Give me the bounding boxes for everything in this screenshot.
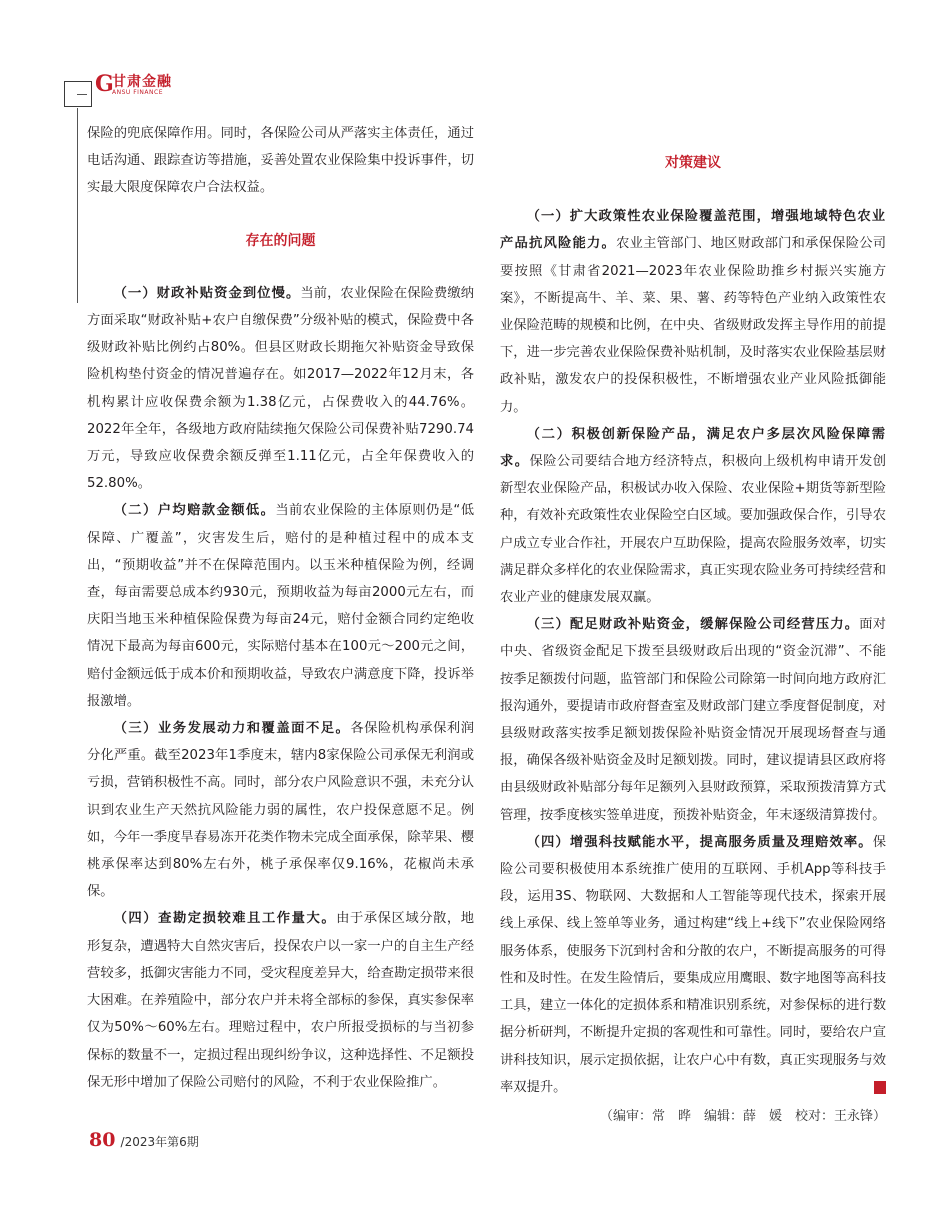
advice-paragraph-1 [500,203,886,421]
problem-heading-2: （二）户均赔款金额低。 [113,503,276,519]
advice-body-1: 农业主管部门、地区财政部门和承保保险公司要按照《甘肃省2021—2023年农业保险助推乡村振兴实施方案》，不断提高牛、羊、菜、果、薯、药等特色产业纳入政策性农业保险范畴的规模和比例，在中央、省级财政发挥主导作用的前提下，进一步完善农业保险保费补贴机制，及时落实农业保险基层财政补贴，激发农户的投保积极性，不断增强农业产业风险抵御能力。 [500,236,887,415]
left-column [87,120,474,1096]
page-footer [89,1129,199,1151]
problem-body-2: 当前农业保险的主体原则仍是“低保障、广覆盖”，灾害发生后，赔付的是种植过程中的成本支出，“预期收益”并不在保障范围内。以玉米种植保险为例，经调查，每亩需要总成本约930元，预期收益为每亩2000元左右，而庆阳当地玉米种植保险保费为每亩24元，赔付金额合同约定绝收情况下最高为每亩600元，实际赔付基本在100元～200元之间，赔付金额远低于成本价和预期收益，导致农户满意度下降，投诉举报激增。 [87,503,475,709]
advice-body-4: 保险公司要积极使用本系统推广使用的互联网、手机App等科技手段，运用3S、物联网、大数据和人工智能等现代技术，探索开展线上承保、线上签单等业务，通过构建“线上+线下”农业保险网络服务体系，使服务下沉到村舍和分散的农户，不断提高服务的可得性和及时性。在发生险情后，要集成应用鹰眼、数字地图等高科技工具，建立一体化的定损体系和精准识别系统，对参保标的进行数据分析研判，不断提升定损的客观性和可靠性。同时，要给农户宣讲科技知识，展示定损依据，让农户心中有数，真正实现服务与效率双提升。 [500,834,886,1095]
logo-chinese-title: 甘肃金融 [112,74,172,90]
article-end-logo-icon: G [874,1081,886,1094]
right-column [500,120,909,1130]
section-title-advice: 对策建议 [665,155,721,171]
problem-paragraph-4 [87,905,474,1095]
advice-body-3: 面对中央、省级资金配足下拨至县级财政后出现的“资金沉滞”、不能按季足额拨付问题，监管部门和保险公司除第一时间向地方政府汇报沟通外，要提请市政府督查室及财政部门建立季度督促制度，对县级财政落实按季足额划拨保险补贴资金情况开展现场督查与通报，确保各级补贴资金及时足额划拨。同时，建议提请县区政府将由县级财政补贴部分每年足额列入县财政预算，采取预拨清算方式管理，按季度核实签单进度，预拨补贴资金，年末逐级清算拨付。 [500,617,887,823]
problem-paragraph-3 [87,715,474,905]
page-number: 80 [89,1129,116,1151]
margin-rule [77,108,78,303]
problem-paragraph-1 [87,280,474,498]
problem-heading-3: （三）业务发展动力和覆盖面不足。 [113,721,351,737]
header-rule [77,94,87,95]
problem-heading-1: （一）财政补贴资金到位慢。 [113,285,301,301]
logo-english-title: ANSU FINANCE [112,89,163,96]
advice-heading-2: （二）积极创新保险产品，满足农户多层次风险保障需求。 [500,426,886,470]
problem-paragraph-2 [87,497,474,715]
problem-body-1: 当前，农业保险在保险费缴纳方面采取“财政补贴+农户自缴保费”分级补贴的模式，保险费中各级财政补贴比例约占80%。但县区财政长期拖欠补贴资金导致保险机构垫付资金的情况普遍存在。如2017—2022年12月末，各机构累计应收保费余额为1.38亿元，占保费收入的44.76%。2022年全年，各级地方政府陆续拖欠保险公司保费补贴7290.74万元，导致应收保费余额反弹至1.11亿元，占全年保费收入的52.80%。 [87,285,475,492]
issue-label: /2023年第6期 [120,1135,199,1149]
problem-heading-4: （四）查勘定损较难且工作量大。 [113,911,337,927]
advice-paragraph-4 [500,829,909,1101]
advice-heading-3: （三）配足财政补贴资金，缓解保险公司经营压力。 [526,617,860,633]
section-title-problems: 存在的问题 [245,232,316,249]
intro-paragraph: 保险的兜底保障作用。同时，各保险公司从严落实主体责任，通过电话沟通、跟踪查访等措施，妥善处置农业保险集中投诉事件，切实最大限度保障农户合法权益。 [87,126,474,196]
advice-heading-1: （一）扩大政策性农业保险覆盖范围，增强地域特色农业产品抗风险能力。 [500,209,886,252]
advice-heading-4: （四）增强科技赋能水平，提高服务质量及理赔效率。 [526,834,873,850]
logo-letter: G [95,71,114,97]
advice-body-2: 保险公司要结合地方经济特点，积极向上级机构申请开发创新型农业保险产品，积极试办收入保险、农业保险+期货等新型险种，有效补充政策性农业保险空白区域。要加强政保合作，引导农户成立专业合作社，开展农户互助保险，提高农险服务效率，切实满足群众多样化的农业保险需求，真正实现农险业务可持续经营和农业产业的健康发展双赢。 [500,454,887,606]
editor-credits: （编审：常 晔 编辑：薛 媛 校对：王永锋） [599,1108,886,1124]
problem-body-3: 各保险机构承保利润分化严重。截至2023年1季度末，辖内8家保险公司承保无利润或亏损，营销积极性不高。同时，部分农户风险意识不强，未充分认识到农业生产天然抗风险能力弱的属性，农户投保意愿不足。例如，今年一季度旱春易冻开花类作物未完成全面承保，除苹果、樱桃承保率达到80%左右外，桃子承保率仅9.16%，花椒尚未承保。 [87,721,475,900]
problem-body-4: 由于承保区域分散，地形复杂，遭遇特大自然灾害后，投保农户以一家一户的自主生产经营较多，抵御灾害能力不同，受灾程度差异大，给查勘定损带来很大困难。在养殖险中，部分农户并未将全部标的参保，真实参保率仅为50%～60%左右。理赔过程中，农户所报受损标的与当初参保标的数量不一，定损过程出现纠纷争议，这种选择性、不足额投保无形中增加了保险公司赔付的风险，不利于农业保险推广。 [87,911,475,1090]
advice-paragraph-2 [500,421,886,611]
advice-paragraph-3 [500,611,886,829]
